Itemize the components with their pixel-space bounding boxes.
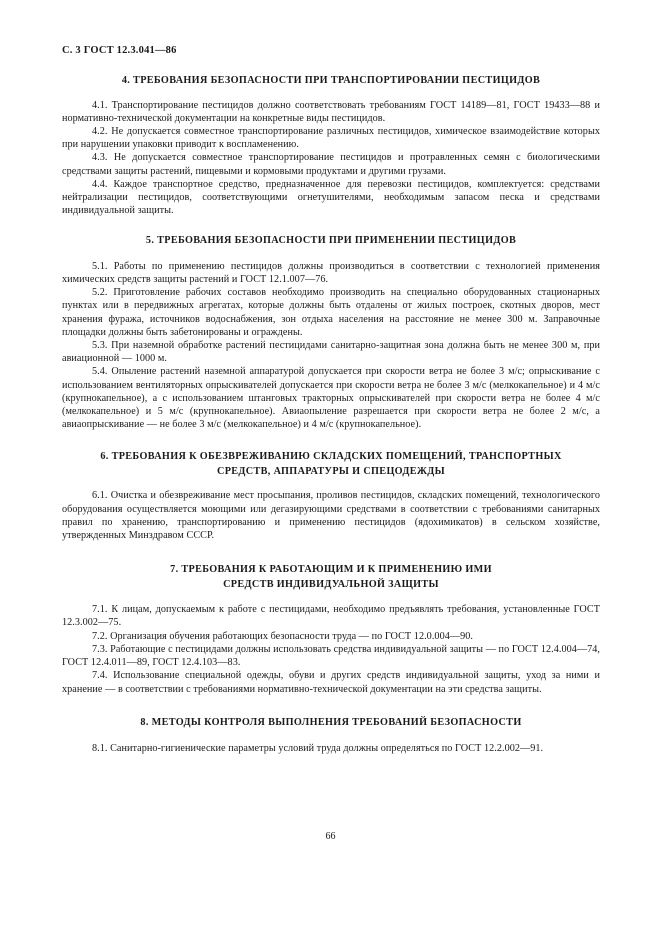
paragraph-4-3: 4.3. Не допускается совместное транспортирование пестицидов и протравленных семян с биологическими средствами защиты растений, пищевыми и кормовыми продуктами и другими грузами. [62,152,600,177]
paragraph-7-4: 7.4. Использование специальной одежды, обуви и других средств индивидуальной защиты, уход за ними и хранение — в соответствии с требованиями нормативно-технической документации на эти средства защиты. [62,670,600,695]
section-7 [62,563,600,695]
section-7-heading-line-1: 7. ТРЕБОВАНИЯ К РАБОТАЮЩИМ И К ПРИМЕНЕНИЮ ИМИ [170,564,492,576]
paragraph-6-1: 6.1. Очистка и обезвреживание мест просыпания, проливов пестицидов, складских помещений, технологического оборудования осуществляется моющими или дегазирующими средствами в соответствии с требованиями санитарных правил по хранению, транспортированию и применению пестицидов (ядохимикатов) в сельском хозяйстве, утвержденных Минздравом СССР. [62,490,600,542]
paragraph-5-4: 5.4. Опыление растений наземной аппаратурой допускается при скорости ветра не более 3 м/с; опрыскивание с использованием вентиляторных опрыскивателей допускается при скорости ветра не более 3 м/с (мелкокапельное) и 4 м/с (крупнокапельное), а с использованием штанговых тракторных опрыскивателей при скорости ветра не более 4 м/с (мелкокапельное) и 5 м/с (крупнокапельное). Авиаопыление разрешается при скорости ветра не более 2 м/с, а авиаопрыскивание — не более 3 м/с (мелкокапельное) и 4 м/с (крупнокапельное). [62,366,600,431]
running-head: С. 3 ГОСТ 12.3.041—86 [62,45,177,56]
page-number: 66 [325,831,336,842]
paragraph-4-4: 4.4. Каждое транспортное средство, предназначенное для перевозки пестицидов, комплектуется: средствами нейтрализации пестицидов, соответствующими огнетушителями, необходимым запасом песка и средствами индивидуальной защиты. [62,178,600,217]
section-6-heading-line-2: СРЕДСТВ, АППАРАТУРЫ И СПЕЦОДЕЖДЫ [217,465,445,477]
section-7-heading [62,563,600,592]
section-6-heading-line-1: 6. ТРЕБОВАНИЯ К ОБЕЗВРЕЖИВАНИЮ СКЛАДСКИХ ПОМЕЩЕНИЙ, ТРАНСПОРТНЫХ [100,451,562,463]
paragraph-8-1: 8.1. Санитарно-гигиенические параметры условий труда должны определяться по ГОСТ 12.2.002—91. [92,743,544,755]
section-4 [62,74,600,217]
section-6-heading [62,450,600,479]
document-body [62,72,600,755]
section-4-heading: 4. ТРЕБОВАНИЯ БЕЗОПАСНОСТИ ПРИ ТРАНСПОРТИРОВАНИИ ПЕСТИЦИДОВ [121,75,541,86]
section-7-heading-line-2: СРЕДСТВ ИНДИВИДУАЛЬНОЙ ЗАЩИТЫ [223,578,439,590]
section-8 [62,716,600,756]
paragraph-7-2: 7.2. Организация обучения работающих безопасности труда — по ГОСТ 12.0.004—90. [92,630,473,642]
paragraph-4-1: 4.1. Транспортирование пестицидов должно соответствовать требованиям ГОСТ 14189—81, ГОСТ 19433—88 и нормативно-технической документации на конкретные виды пестицидов. [62,99,600,124]
paragraph-7-1: 7.1. К лицам, допускаемым к работе с пестицидами, необходимо предъявлять требования, установленные ГОСТ 12.3.002—75. [62,604,600,629]
paragraph-7-3: 7.3. Работающие с пестицидами должны использовать средства индивидуальной защиты — по ГОСТ 12.4.004—74, ГОСТ 12.4.011—89, ГОСТ 12.4.103—83. [62,643,600,669]
paragraph-5-3: 5.3. При наземной обработке растений пестицидами санитарно-защитная зона должна быть не менее 300 м, при авиационной — 1000 м. [62,340,600,365]
section-8-heading: 8. МЕТОДЫ КОНТРОЛЯ ВЫПОЛНЕНИЯ ТРЕБОВАНИЙ БЕЗОПАСНОСТИ [140,716,522,728]
paragraph-5-1: 5.1. Работы по применению пестицидов должны производиться в соответствии с технологией применения химических средств защиты растений и ГОСТ 12.1.007—76. [62,260,600,286]
section-5-heading: 5. ТРЕБОВАНИЯ БЕЗОПАСНОСТИ ПРИ ПРИМЕНЕНИИ ПЕСТИЦИДОВ [145,235,517,247]
section-6 [62,450,600,542]
paragraph-5-2: 5.2. Приготовление рабочих составов необходимо производить на специально оборудованных стационарных пунктах или в передвижных агрегатах, которые должны быть отдалены от жилых построек, скотных дворов, мест хранения фуража, источников водоснабжения, зон отдыха населения на расстояние не менее 300 м. Заправочные площадки должны быть забетонированы и ограждены. [62,287,600,338]
section-5 [62,234,600,431]
paragraph-4-2: 4.2. Не допускается совместное транспортирование различных пестицидов, химическое взаимодействие которых при нарушении упаковки приводит к воспламенению. [62,125,600,151]
